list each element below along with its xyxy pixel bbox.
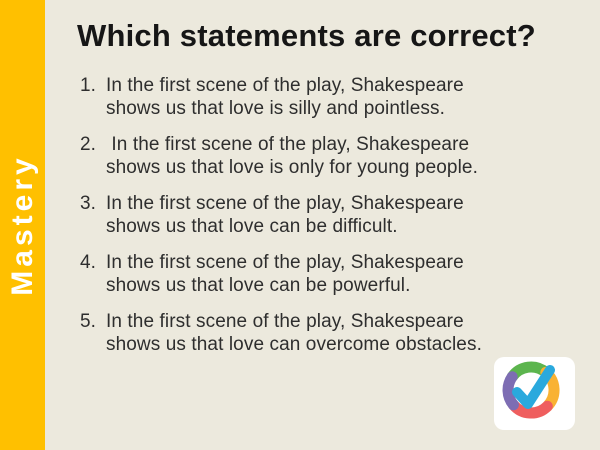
mastery-sidebar [0,0,45,450]
statements-list [80,74,555,369]
statement-text: In the first scene of the play, Shakespeare shows us that love is only for young people. [106,134,478,178]
check-circle-logo-svg [494,357,575,430]
statement-item-1 [80,74,555,120]
logo-checkmark-icon [517,370,550,404]
statement-text: In the first scene of the play, Shakespeare shows us that love can overcome obstacles. [106,311,482,355]
statement-item-3 [80,192,555,238]
slide-title: Which statements are correct? [77,18,536,53]
statement-number: 1. [80,75,97,96]
statement-item-5 [80,310,555,356]
check-circle-logo [494,357,575,430]
sidebar-label: Mastery [5,154,39,296]
statement-text: In the first scene of the play, Shakespeare shows us that love can be difficult. [106,193,464,237]
statement-text: In the first scene of the play, Shakespeare shows us that love is silly and pointless. [106,75,464,119]
statement-text: In the first scene of the play, Shakespeare shows us that love can be powerful. [106,252,464,296]
statement-number: 3. [80,193,97,214]
statement-item-4 [80,251,555,297]
statement-number: 2. [80,134,97,155]
statement-number: 4. [80,252,97,273]
statement-number: 5. [80,311,97,332]
statement-item-2 [80,133,555,179]
